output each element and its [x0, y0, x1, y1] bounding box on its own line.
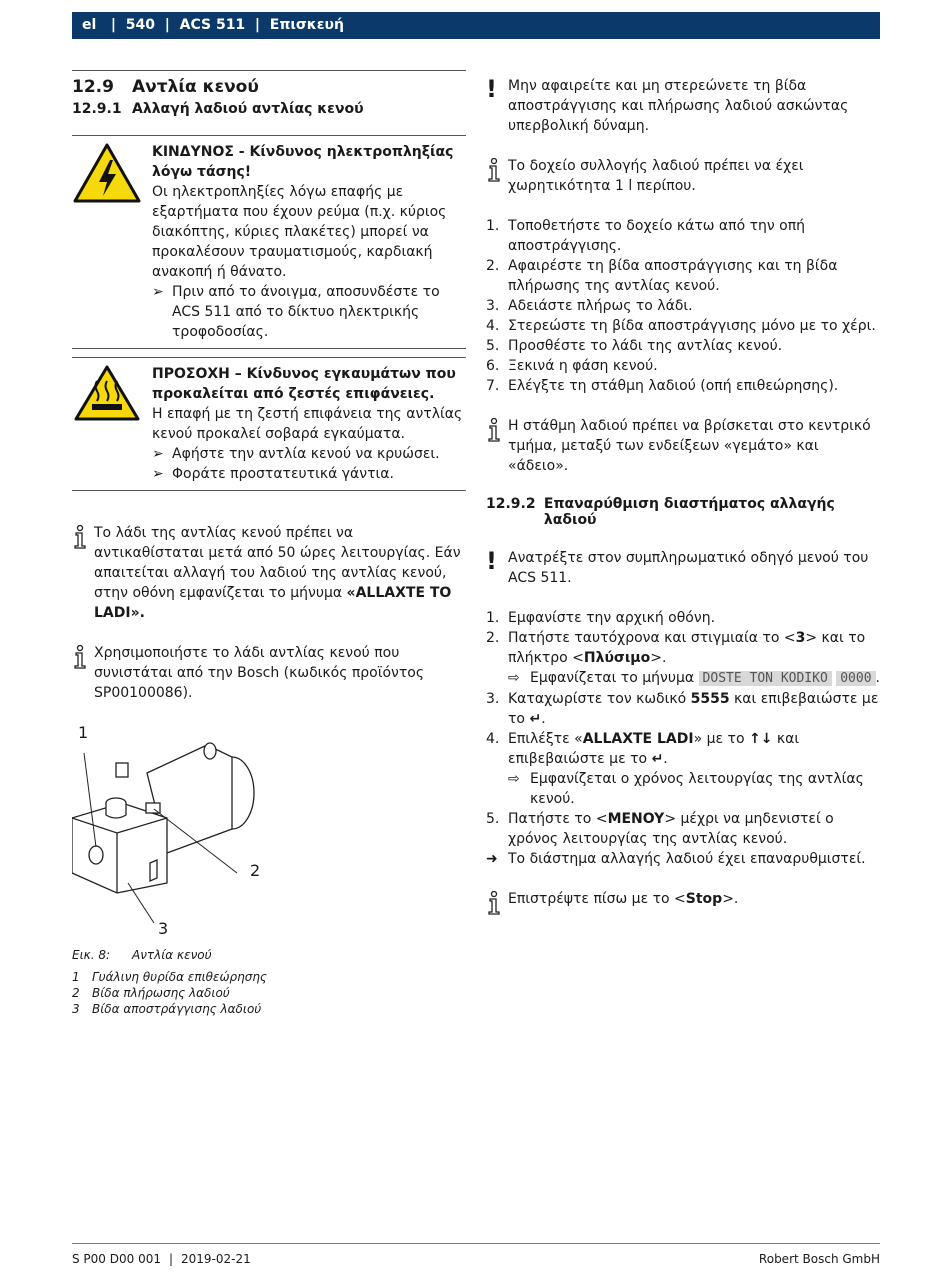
header-lang: el [82, 17, 97, 33]
warning-note [486, 76, 880, 136]
section-title [72, 77, 466, 97]
note-text: Χρησιμοποιήστε το λάδι αντλίας κενού που συνιστάται από την Bosch (κωδικός προϊόντος SP00100086). [94, 645, 425, 701]
page-footer [72, 1243, 880, 1266]
text-segment: » με το [693, 731, 749, 747]
legend-text: Βίδα αποστράγγισης λαδιού [92, 1002, 262, 1016]
list-item [486, 729, 880, 769]
caution-bullet-text: Φοράτε προστατευτικά γάντια. [172, 466, 394, 482]
key-label: MENOY [607, 811, 665, 827]
caution-body: Η επαφή με τη ζεστή επιφάνεια της αντλίας κενού προκαλεί σοβαρά εγκαύματα. [152, 406, 463, 442]
header-page: 540 [125, 17, 156, 33]
footer-separator: | [168, 1252, 174, 1266]
step-number: 1. [486, 218, 500, 234]
text-segment: Πατήστε ταυτόχρονα και στιγμιαία το < [508, 630, 796, 646]
legend-item [72, 985, 466, 1001]
text-segment: . [875, 670, 880, 686]
note-text: Η στάθμη λαδιού πρέπει να βρίσκεται στο κεντρικό τμήμα, μεταξύ των ενδείξεων «γεμάτο» και «άδειο». [508, 418, 871, 474]
exclamation-icon: ! [486, 547, 497, 575]
subsection-number: 12.9.1 [72, 101, 122, 117]
legend-number: 1 [72, 970, 80, 984]
reset-steps-list [486, 608, 880, 869]
subsection-title-text: Αλλαγή λαδιού αντλίας κενού [132, 101, 364, 117]
caution-bullet [152, 444, 466, 464]
step-text: Καταχωρίστε τον κωδικό 5555 και επιβεβαιώστε με το ↵. [508, 691, 879, 727]
text-segment: Εμφανίζεται το μήνυμα [530, 670, 695, 686]
subsection-title [72, 101, 466, 117]
divider [72, 70, 466, 71]
menu-item-label: ALLAXTE LADI [582, 731, 694, 747]
step-text: Αδειάστε πλήρως το λάδι. [508, 298, 693, 314]
key-label: 3 [795, 630, 806, 646]
text-segment: Πατήστε το < [508, 811, 608, 827]
step-number: 2. [486, 258, 500, 274]
danger-bullet [152, 282, 466, 342]
figure-vacuum-pump [72, 723, 466, 943]
list-item [486, 376, 880, 396]
step-number: 4. [486, 731, 500, 747]
list-item [486, 628, 880, 668]
caption-text: Αντλία κενού [132, 948, 212, 962]
step-number: 1. [486, 610, 500, 626]
left-column [72, 70, 466, 1017]
exclamation-icon: ! [486, 75, 497, 103]
subsection-number: 12.9.2 [486, 496, 536, 512]
text-segment: >. [722, 891, 739, 907]
step-number: 3. [486, 298, 500, 314]
legend-number: 2 [72, 986, 80, 1000]
result-text: Το διάστημα αλλαγής λαδιού έχει επαναρυθμιστεί. [508, 851, 866, 867]
step-number: 5. [486, 811, 500, 827]
hot-surface-icon [72, 364, 142, 422]
list-item [486, 316, 880, 336]
result-arrow-icon: ⇨ [508, 771, 520, 787]
arrow-up-icon: ↑ [748, 731, 761, 747]
electric-hazard-icon [72, 142, 142, 204]
final-result [486, 849, 880, 869]
note-message: «ALLAXTE TO LADI». [94, 585, 452, 621]
divider [72, 348, 466, 349]
step-number: 4. [486, 318, 500, 334]
list-item [486, 608, 880, 628]
legend-item [72, 969, 466, 985]
step-text: Επιλέξτε «ALLAXTE LADI» με το ↑↓ και επιβεβαιώστε με το ↵. [508, 731, 800, 767]
list-item [486, 256, 880, 296]
step-text: Εμφανίστε την αρχική οθόνη. [508, 610, 716, 626]
list-item [486, 689, 880, 729]
figure-callout: 1 [78, 723, 89, 742]
result-text [530, 668, 880, 689]
text-segment: Επιλέξτε « [508, 731, 583, 747]
legend-number: 3 [72, 1002, 80, 1016]
arrow-bullet-icon: ➢ [152, 446, 164, 462]
info-note [72, 523, 466, 623]
company-name: Robert Bosch GmbH [758, 1252, 880, 1266]
page-header: el | 540 | ACS 511 | Επισκευή [72, 12, 880, 39]
enter-key-icon: ↵ [529, 711, 542, 727]
doc-date: 2019-02-21 [181, 1252, 251, 1266]
vacuum-pump-drawing [72, 733, 292, 943]
caution-bullet-text: Αφήστε την αντλία κενού να κρυώσει. [172, 446, 440, 462]
result-text: Εμφανίζεται ο χρόνος λειτουργίας της αντλίας κενού. [530, 771, 864, 807]
steps-list [486, 216, 880, 396]
note-text: Το λάδι της αντλίας κενού πρέπει να αντικαθίσταται μετά από 50 ώρες λειτουργίας. Εάν απαιτείται αλλαγή του λαδιού της αντλίας κενού, στην οθόνη εμφανίζεται το μήνυμα [94, 525, 461, 601]
step-text [508, 809, 880, 849]
key-label: Πλύσιμο [583, 650, 651, 666]
info-note [486, 156, 880, 196]
list-item [486, 356, 880, 376]
figure-callout: 2 [250, 861, 261, 880]
info-icon [72, 643, 94, 703]
step-text: Τοποθετήστε το δοχείο κάτω από την οπή αποστράγγισης. [508, 218, 806, 254]
step-result [486, 668, 880, 689]
legend-text: Βίδα πλήρωσης λαδιού [92, 986, 230, 1000]
step-number: 7. [486, 378, 500, 394]
info-icon [486, 156, 508, 196]
step-text [508, 628, 880, 668]
caption-label: Εικ. 8: [72, 948, 111, 962]
code-value: 5555 [690, 691, 730, 707]
step-number: 3. [486, 691, 500, 707]
step-result [486, 769, 880, 809]
subsection-title [486, 496, 880, 528]
warning-note [486, 548, 880, 588]
header-section: Επισκευή [269, 17, 344, 33]
danger-body: Οι ηλεκτροπληξίες λόγω επαφής με εξαρτήματα που έχουν ρεύμα (π.χ. κύριος διακόπτης, κύριες πλακέτες) μπορεί να προκαλέσουν τραυματισμούς, καρδιακή ανακοπή ή θάνατο. [152, 184, 447, 280]
info-icon [72, 523, 94, 623]
right-column [486, 70, 880, 919]
caution-bullet [152, 464, 466, 484]
list-item [486, 216, 880, 256]
info-note [486, 889, 880, 919]
arrow-down-icon: ↓ [760, 731, 773, 747]
warning-text: Ανατρέξτε στον συμπληρωματικό οδηγό μενού του ACS 511. [508, 550, 869, 586]
list-item [486, 809, 880, 849]
caution-title: ΠΡΟΣΟΧΗ – Κίνδυνος εγκαυμάτων που προκαλείται από ζεστές επιφάνειες. [152, 366, 456, 402]
figure-caption [72, 947, 466, 963]
danger-bullet-text: Πριν από το άνοιγμα, αποσυνδέστε το ACS 511 από το δίκτυο ηλεκτρικής τροφοδοσίας. [172, 284, 440, 340]
legend-item [72, 1001, 466, 1017]
info-icon [486, 416, 508, 476]
key-label: Stop [685, 891, 723, 907]
result-arrow-icon: ➜ [486, 851, 498, 867]
section-number: 12.9 [72, 77, 114, 97]
danger-box [72, 136, 466, 342]
text-segment: > μέχρι να μηδενιστεί ο χρόνος λειτουργίας της αντλίας κενού. [508, 811, 834, 847]
step-text: Στερεώστε τη βίδα αποστράγγισης μόνο με το χέρι. [508, 318, 876, 334]
info-note [72, 643, 466, 703]
legend-text: Γυάλινη θυρίδα επιθεώρησης [92, 970, 267, 984]
enter-key-icon: ↵ [651, 751, 664, 767]
list-item [486, 296, 880, 316]
step-text: Αφαιρέστε τη βίδα αποστράγγισης και τη βίδα πλήρωσης της αντλίας κενού. [508, 258, 838, 294]
step-text: Προσθέστε το λάδι της αντλίας κενού. [508, 338, 783, 354]
step-number: 5. [486, 338, 500, 354]
text-segment: Καταχωρίστε τον κωδικό [508, 691, 691, 707]
step-text: Ελέγξτε τη στάθμη λαδιού (οπή επιθεώρησης). [508, 378, 839, 394]
divider [72, 490, 466, 491]
step-number: 2. [486, 630, 500, 646]
result-arrow-icon: ⇨ [508, 670, 520, 686]
info-note [486, 416, 880, 476]
header-product: ACS 511 [179, 17, 246, 33]
warning-text: Μην αφαιρείτε και μη στερεώνετε τη βίδα αποστράγγισης και πλήρωσης λαδιού ασκώντας υπερβολική δύναμη. [508, 78, 849, 134]
danger-title: ΚΙΝΔΥΝΟΣ - Κίνδυνος ηλεκτροπληξίας λόγω τάσης! [152, 144, 454, 180]
figure-legend [72, 969, 466, 1017]
arrow-bullet-icon: ➢ [152, 466, 164, 482]
text-segment: Επιστρέψτε πίσω με το < [508, 891, 686, 907]
subsection-title-text: Επαναρύθμιση διαστήματος αλλαγής λαδιού [543, 496, 835, 528]
note-text: Το δοχείο συλλογής λαδιού πρέπει να έχει χωρητικότητα 1 l περίπου. [508, 158, 804, 194]
caution-box [72, 358, 466, 484]
note-text [508, 889, 880, 919]
display-message: 0000 [836, 671, 875, 686]
text-segment: και επιβεβαιώστε με το [508, 731, 800, 767]
display-message: DOSTE TON KODIKO [699, 671, 832, 686]
figure-callout: 3 [158, 919, 169, 938]
list-item [486, 336, 880, 356]
step-number: 6. [486, 358, 500, 374]
section-title-text: Αντλία κενού [132, 77, 259, 97]
text-segment: και επιβεβαιώστε με το [508, 691, 879, 727]
info-icon [486, 889, 508, 919]
text-segment: > και το πλήκτρο < [508, 630, 866, 666]
arrow-bullet-icon: ➢ [152, 284, 164, 300]
step-text: Ξεκινά η φάση κενού. [508, 358, 658, 374]
footer-left [72, 1252, 251, 1266]
text-segment: >. [650, 650, 667, 666]
doc-number: S P00 D00 001 [72, 1252, 161, 1266]
